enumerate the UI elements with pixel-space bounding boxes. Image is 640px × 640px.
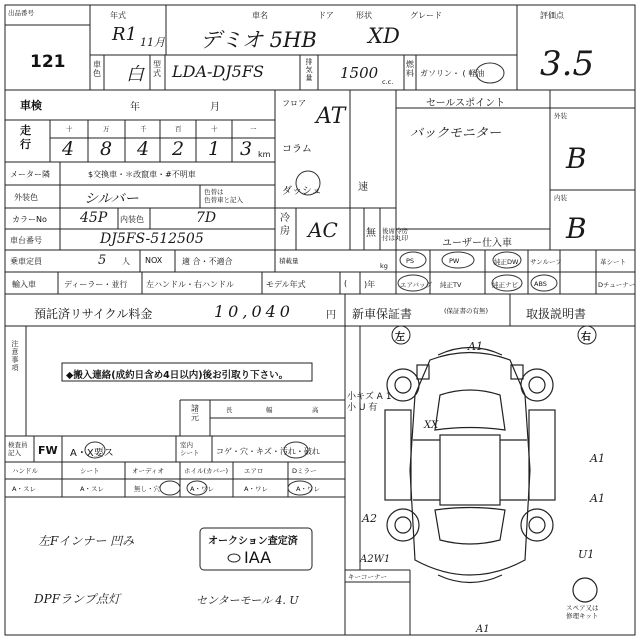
cond-header-mirror: Dミラー bbox=[292, 467, 317, 475]
digit-header-0: 十 bbox=[66, 125, 73, 133]
option-abs: ABS bbox=[534, 280, 547, 288]
year-label: 年式 bbox=[110, 11, 126, 20]
vin-value: DJ5FS-512505 bbox=[100, 231, 204, 247]
digit-header-4: 十 bbox=[211, 125, 218, 133]
option-tv: 純正TV bbox=[440, 281, 462, 289]
color-label: 車色 bbox=[93, 60, 101, 78]
displacement-value: 1500 bbox=[340, 64, 379, 82]
mileage-label: 走行 bbox=[20, 124, 31, 151]
interior-grade: B bbox=[566, 212, 587, 245]
digit-header-5: 一 bbox=[250, 125, 257, 133]
notes-banner: ◆搬入連絡(成約日含め4日以内)後お引取り下さい。 bbox=[66, 370, 289, 381]
seat-options: コゲ・穴・キズ・汚れ・破れ bbox=[216, 447, 320, 456]
interior-value: 7D bbox=[196, 210, 217, 226]
spec-width: 幅 bbox=[266, 406, 273, 414]
damage-note-1: XX bbox=[424, 420, 439, 431]
cond-header-seat: シート bbox=[80, 467, 100, 475]
option-airbag: エアバッグ bbox=[400, 281, 432, 289]
cond-value-aero: A・ワレ bbox=[244, 485, 268, 493]
cond-value-mirror: A・ワレ bbox=[296, 485, 320, 493]
model-year-paren: ( bbox=[344, 279, 348, 288]
damage-note-2: A1 bbox=[590, 452, 605, 465]
cond-header-audio: オーディオ bbox=[132, 467, 164, 475]
door-label: ドア bbox=[318, 11, 334, 20]
capacity-value: 5 bbox=[98, 253, 107, 268]
note-center: センターモール 4. U bbox=[196, 594, 299, 607]
exterior-label: 外装色 bbox=[14, 193, 38, 202]
diagram-left-label: 左 bbox=[395, 332, 405, 343]
spec-height: 高 bbox=[312, 406, 319, 414]
damage-note-5: A2W1 bbox=[360, 554, 391, 565]
damage-note-7: A1 bbox=[476, 624, 490, 635]
load-label: 積載量 bbox=[279, 257, 299, 265]
damage-note-4: A2 bbox=[362, 512, 377, 525]
interior-grade-label: 内装 bbox=[554, 194, 567, 202]
fw-options: A・X要ス bbox=[70, 448, 114, 459]
scratch-legend: 小キズ A 1 小 U 有 bbox=[347, 392, 392, 413]
inspector-label: 検査員 記入 bbox=[8, 441, 28, 457]
shaken-year-word: 年 bbox=[130, 102, 140, 113]
score-value: 3.5 bbox=[540, 44, 595, 84]
option-pw: PW bbox=[449, 257, 460, 265]
sales-point-label: セールスポイント bbox=[426, 98, 506, 109]
exterior-grade: B bbox=[566, 142, 587, 175]
capacity-label: 乗車定員 bbox=[10, 257, 42, 266]
spec-length: 長 bbox=[226, 406, 233, 414]
interior-label: 内装色 bbox=[120, 215, 144, 224]
new-car-note: (保証書の有無) bbox=[444, 307, 489, 315]
year-value: R1 bbox=[112, 24, 138, 45]
color-value: 白 bbox=[126, 64, 144, 85]
import-dealer: ディーラー・並行 bbox=[64, 280, 128, 289]
cond-header-handle: ハンドル bbox=[12, 467, 38, 475]
import-label: 輸入車 bbox=[12, 280, 36, 289]
cooler-label: 後席冷房 付は丸印 bbox=[382, 227, 408, 242]
vin-label: 車台番号 bbox=[10, 236, 42, 245]
cond-value-wheel: A・ワレ bbox=[190, 485, 214, 493]
digit-header-2: 千 bbox=[140, 125, 147, 133]
dash-label: ダッシュ bbox=[282, 186, 322, 197]
shaken-month-word: 月 bbox=[210, 102, 220, 113]
recycle-unit: 円 bbox=[326, 310, 336, 321]
mileage-digit-5: 3 bbox=[240, 138, 253, 160]
color-no-value: 45P bbox=[80, 210, 108, 226]
cond-value-seat: A・スレ bbox=[80, 485, 104, 493]
exterior-note: 色替は 色替車と記入 bbox=[204, 188, 243, 204]
stamp-brand: IAA bbox=[244, 548, 272, 567]
lot-label: 出品番号 bbox=[8, 9, 34, 17]
user-label: ユーザー仕入車 bbox=[442, 238, 512, 249]
aircon-value: AC bbox=[308, 218, 338, 242]
keycorner-label: キーコーナー bbox=[348, 573, 387, 581]
recycle-label: 預託済リサイクル料金 bbox=[34, 307, 153, 321]
color-no-label: カラーNo bbox=[12, 215, 47, 224]
nox-label: NOX bbox=[145, 256, 163, 265]
car-name-label: 車名 bbox=[252, 11, 268, 20]
type-label: 型式 bbox=[153, 60, 161, 78]
damage-note-3: A1 bbox=[590, 492, 605, 505]
digit-header-3: 百 bbox=[175, 125, 182, 133]
import-handle: 左ハンドル・右ハンドル bbox=[146, 280, 234, 289]
manual-label: 取扱説明書 bbox=[526, 307, 587, 321]
note-left-1: 左Fインナー 凹み bbox=[38, 534, 135, 548]
car-diagram bbox=[385, 348, 597, 603]
fuel-label: 燃料 bbox=[406, 60, 414, 78]
speed-label: 速 bbox=[358, 182, 368, 193]
none-label: 無 bbox=[366, 228, 376, 239]
score-label: 評価点 bbox=[540, 11, 564, 20]
option-ps: PS bbox=[406, 257, 415, 265]
specs-label: 諸元 bbox=[191, 404, 199, 422]
damage-note-6: U1 bbox=[578, 548, 595, 561]
cond-header-aero: エアロ bbox=[244, 467, 264, 475]
km-unit: km bbox=[258, 150, 271, 159]
mileage-digit-0: 4 bbox=[62, 138, 75, 160]
grade-value: XD bbox=[368, 24, 400, 48]
meter-label: メーター隣 bbox=[10, 170, 50, 179]
car-name: デミオ 5HB bbox=[200, 28, 317, 52]
option-navi: 純正ナビ bbox=[492, 281, 518, 289]
model-year-word: )年 bbox=[364, 280, 376, 289]
stamp-text: オークション査定済 bbox=[208, 536, 298, 547]
option-leather: 革シート bbox=[600, 258, 626, 266]
sales-point-value: バックモニター bbox=[410, 126, 502, 141]
grade-label: グレード bbox=[410, 11, 442, 20]
new-car-warranty: 新車保証書 bbox=[352, 307, 413, 321]
mileage-digit-2: 4 bbox=[137, 138, 150, 160]
notes-label: 注意事項 bbox=[11, 340, 19, 372]
nox-options: 適 合・不適合 bbox=[182, 257, 233, 266]
meter-options: $交換車・＊改竄車・#不明車 bbox=[88, 170, 196, 179]
mileage-digit-1: 8 bbox=[100, 138, 113, 160]
mileage-digit-4: 1 bbox=[208, 138, 221, 160]
model-year-label: モデル年式 bbox=[266, 280, 306, 289]
diagram-right-label: 右 bbox=[581, 332, 591, 343]
spare-label: スペア又は 修理キット bbox=[566, 604, 599, 620]
displacement-label: 排気量 bbox=[305, 58, 313, 82]
type-value: LDA-DJ5FS bbox=[172, 62, 264, 81]
fw-label: FW bbox=[38, 444, 58, 457]
damage-note-0: A1 bbox=[468, 340, 483, 353]
floor-label: フロア bbox=[282, 99, 306, 108]
mileage-digit-3: 2 bbox=[172, 138, 185, 160]
load-unit: kg bbox=[380, 262, 388, 270]
recycle-value: 10,040 bbox=[214, 302, 294, 321]
digit-header-1: 万 bbox=[103, 125, 110, 133]
year-month: 11月 bbox=[140, 36, 165, 49]
floor-value: AT bbox=[316, 104, 346, 129]
column-label: コラム bbox=[282, 144, 312, 155]
seat-label: 室内 シート bbox=[180, 441, 200, 457]
option-dw: 純正DW bbox=[494, 258, 519, 266]
lot-number: 121 bbox=[30, 52, 66, 72]
displacement-unit: c.c. bbox=[382, 78, 394, 86]
shaken-label: 車検 bbox=[20, 99, 42, 112]
cond-value-handle: A・スレ bbox=[12, 485, 36, 493]
option-dtuner: Dチューナー bbox=[598, 281, 636, 289]
fuel-options: ガソリン・ ( 軽油 bbox=[420, 69, 485, 78]
aircon-label: 冷房 bbox=[280, 213, 290, 237]
shape-label: 形状 bbox=[356, 11, 372, 20]
option-sunroof: サンルーフ bbox=[530, 258, 562, 266]
note-left-2: DPFランプ点灯 bbox=[34, 592, 121, 606]
capacity-unit: 人 bbox=[122, 257, 130, 266]
exterior-value: シルバー bbox=[84, 191, 139, 207]
exterior-grade-label: 外装 bbox=[554, 112, 567, 120]
cond-header-wheel: ホイル(カバー) bbox=[184, 467, 229, 475]
cond-value-audio: 無し・穴 bbox=[134, 485, 160, 493]
